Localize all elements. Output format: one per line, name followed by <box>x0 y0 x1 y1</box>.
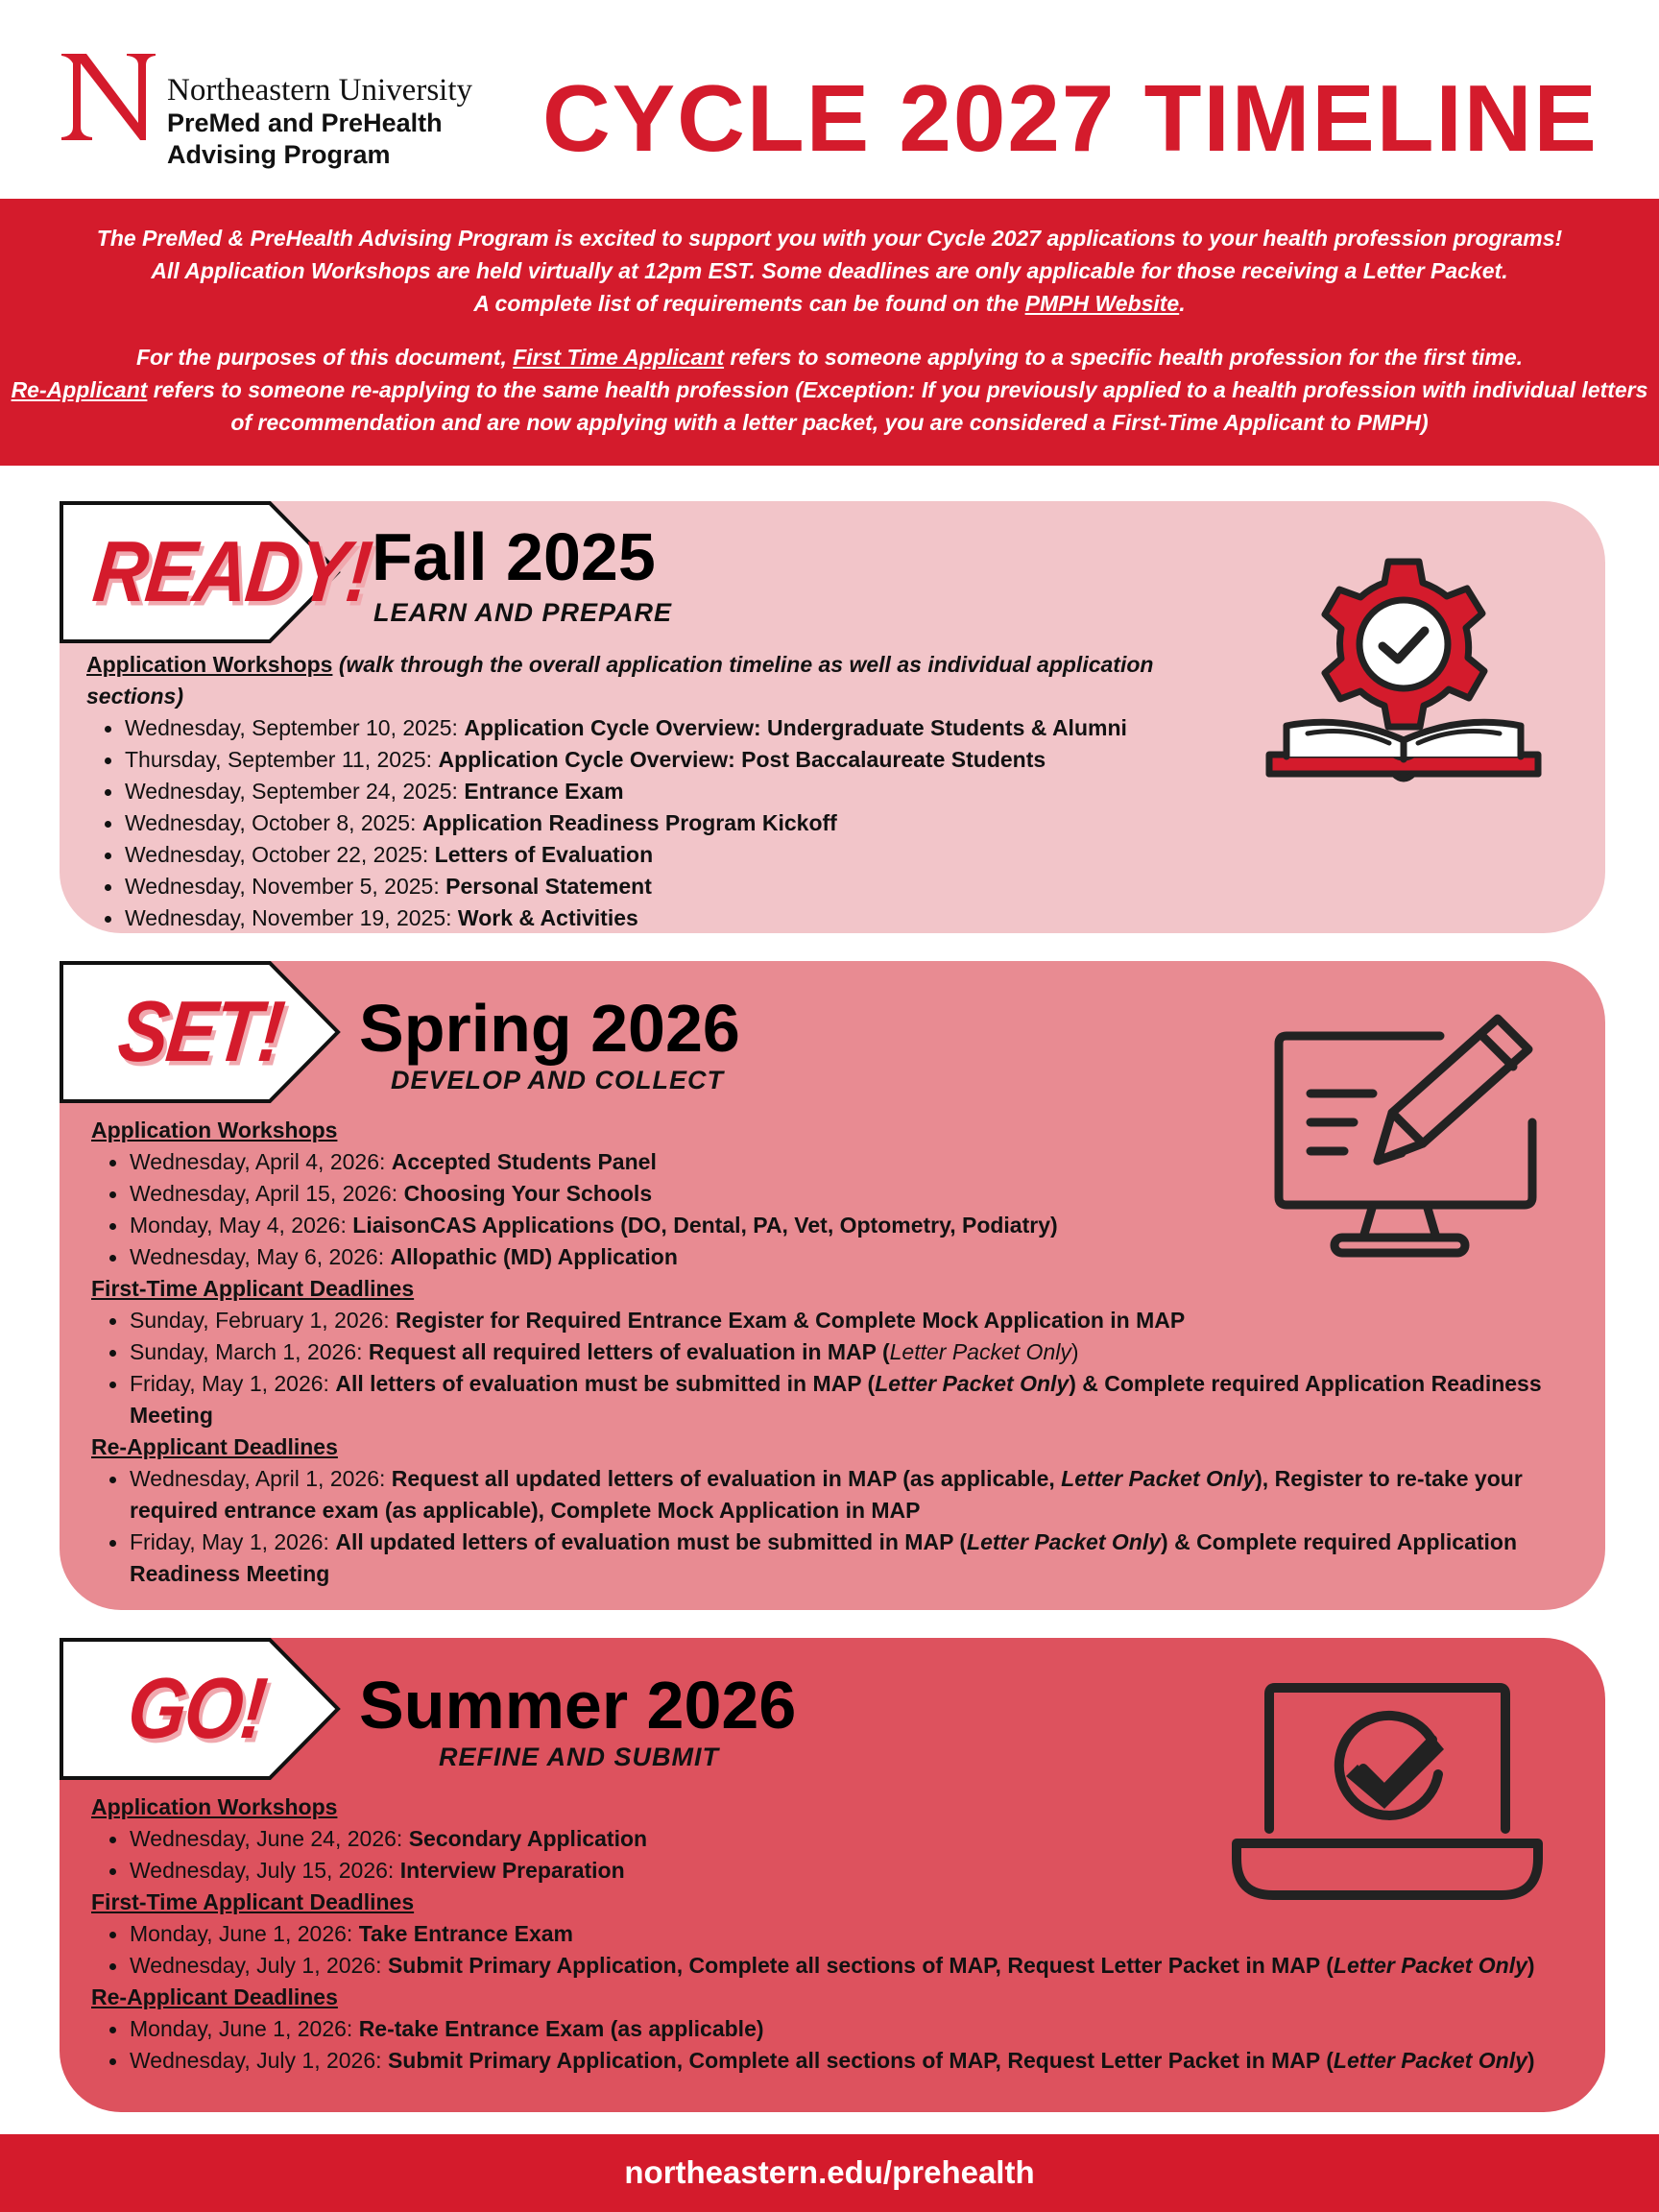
item-date: Monday, May 4, 2026: <box>130 1213 353 1238</box>
item-date: Wednesday, November 5, 2025: <box>125 874 446 899</box>
summer-panel <box>60 1638 1605 2112</box>
item-date: Wednesday, November 19, 2025: <box>125 905 458 930</box>
item-date: Monday, June 1, 2026: <box>130 1921 359 1946</box>
item-title: Re-take Entrance Exam (as applicable) <box>358 2016 764 2041</box>
summer-workshop-list <box>91 1823 1570 1887</box>
spring-content <box>91 1115 1551 1590</box>
list-item <box>91 1950 1570 1982</box>
page-title: CYCLE 2027 TIMELINE <box>542 65 1599 171</box>
item-date: Wednesday, July 1, 2026: <box>130 1953 388 1978</box>
ready-tag-text: READY! <box>88 522 375 620</box>
item-date: Wednesday, September 10, 2025: <box>125 715 465 740</box>
item-title: Secondary Application <box>408 1826 648 1851</box>
intro-line-4-suffix: refers to someone applying to a specific health profession for the first time. <box>724 345 1524 370</box>
item-title: Take Entrance Exam <box>358 1921 573 1946</box>
spring-first-time-list <box>91 1305 1551 1431</box>
item-date: Friday, May 1, 2026: <box>130 1529 336 1554</box>
intro-line-6: of recommendation and are now applying with a letter packet, you are considered a First-Time Applicant to PMPH) <box>230 410 1429 435</box>
item-title: All updated letters of evaluation must be submitted in MAP ( <box>335 1529 968 1554</box>
intro-line-3-suffix: . <box>1179 291 1186 316</box>
item-title: Interview Preparation <box>399 1858 625 1883</box>
item-title: LiaisonCAS Applications (DO, Dental, PA, Vet, Optometry, Podiatry) <box>352 1213 1058 1238</box>
list-item <box>91 2045 1570 2077</box>
footer-website-link[interactable]: northeastern.edu/prehealth <box>624 2154 1035 2190</box>
re-applicant-term: Re-Applicant <box>11 377 148 402</box>
fall-panel <box>60 501 1605 933</box>
list-item <box>86 712 1238 744</box>
spring-season-title: Spring 2026 <box>359 991 740 1066</box>
item-note: Letter Packet Only <box>1333 2048 1527 2073</box>
item-title: Submit Primary Application, Complete all sections of MAP, Request Letter Packet in MAP ( <box>387 1953 1334 1978</box>
item-date: Wednesday, October 22, 2025: <box>125 842 435 867</box>
fall-workshops-heading: Application Workshops <box>86 652 333 677</box>
intro-line-4-prefix: For the purposes of this document, <box>135 345 514 370</box>
list-item <box>91 1823 1570 1855</box>
intro-line-5 <box>0 373 1659 406</box>
program-line-2: Advising Program <box>167 140 391 169</box>
item-suffix: ) & Complete required Application Readiness Meeting <box>130 1371 1542 1428</box>
spring-panel <box>60 961 1605 1610</box>
item-title: Application Readiness Program Kickoff <box>421 810 837 835</box>
summer-workshops-heading: Application Workshops <box>91 1794 338 1819</box>
intro-banner <box>0 199 1659 466</box>
list-item <box>91 1241 1551 1273</box>
item-suffix: ) <box>1070 1339 1079 1364</box>
item-date: Monday, June 1, 2026: <box>130 2016 359 2041</box>
summer-subtitle: REFINE AND SUBMIT <box>439 1743 719 1771</box>
item-date: Wednesday, July 15, 2026: <box>130 1858 400 1883</box>
item-suffix: ) <box>1527 2048 1535 2073</box>
fall-subtitle: LEARN AND PREPARE <box>373 598 673 627</box>
item-title: Submit Primary Application, Complete all sections of MAP, Request Letter Packet in MAP ( <box>387 2048 1334 2073</box>
item-date: Wednesday, April 4, 2026: <box>130 1149 392 1174</box>
item-title: Request all updated letters of evaluation in MAP (as applicable, <box>391 1466 1062 1491</box>
item-title: All letters of evaluation must be submitted in MAP ( <box>335 1371 876 1396</box>
footer <box>0 2134 1659 2212</box>
item-note: Letter Packet Only <box>967 1529 1162 1554</box>
intro-line-4 <box>0 341 1659 373</box>
summer-first-time-list <box>91 1918 1570 1982</box>
spring-subtitle: DEVELOP AND COLLECT <box>391 1066 725 1094</box>
item-note: Letter Packet Only <box>1061 1466 1256 1491</box>
item-suffix: ) & Complete required Application Readiness Meeting <box>130 1529 1518 1586</box>
intro-paragraph-1 <box>0 222 1659 320</box>
summer-content <box>91 1791 1570 2077</box>
intro-paragraph-2 <box>0 341 1659 439</box>
item-title: Work & Activities <box>457 905 638 930</box>
list-item <box>86 902 1238 934</box>
fall-workshops-heading-line <box>86 649 1238 712</box>
summer-first-time-heading: First-Time Applicant Deadlines <box>91 1889 415 1914</box>
intro-line-3-prefix: A complete list of requirements can be found on the <box>473 291 1025 316</box>
gear-check-book-icon <box>1260 543 1548 812</box>
list-item <box>91 1305 1551 1336</box>
item-date: Wednesday, September 24, 2025: <box>125 779 465 804</box>
item-note: Letter Packet Only <box>875 1371 1070 1396</box>
item-title: Choosing Your Schools <box>403 1181 653 1206</box>
item-date: Wednesday, October 8, 2025: <box>125 810 422 835</box>
item-title: Entrance Exam <box>464 779 624 804</box>
item-date: Sunday, February 1, 2026: <box>130 1308 397 1333</box>
item-date: Wednesday, May 6, 2026: <box>130 1244 391 1269</box>
list-item <box>91 2013 1570 2045</box>
program-line-1: PreMed and PreHealth <box>167 108 443 137</box>
intro-line-1: The PreMed & PreHealth Advising Program is excited to support you with your Cycle 2027 applications to your health profession programs! <box>96 226 1563 251</box>
item-title: Application Cycle Overview: Undergraduate Students & Alumni <box>464 715 1127 740</box>
list-item <box>86 807 1238 839</box>
fall-workshop-list <box>86 712 1238 934</box>
item-date: Sunday, March 1, 2026: <box>130 1339 369 1364</box>
fall-season-title: Fall 2025 <box>372 519 656 594</box>
item-note: Letter Packet Only <box>889 1339 1071 1364</box>
item-title: Application Cycle Overview: Post Baccalaureate Students <box>438 747 1046 772</box>
header <box>0 0 1659 199</box>
item-suffix: ), Register to re-take your required entrance exam (as applicable), Complete Mock Application in MAP <box>130 1466 1523 1523</box>
spring-workshop-list <box>91 1146 1551 1273</box>
spring-reapp-heading: Re-Applicant Deadlines <box>91 1434 338 1459</box>
program-name <box>167 108 443 171</box>
list-item <box>91 1178 1551 1210</box>
fall-workshops-note: (walk through the overall application timeline as well as individual application sections) <box>86 652 1154 709</box>
intro-line-5-suffix: refers to someone re-applying to the same health profession (Exception: If you previously applied to a health profession with individual letters <box>147 377 1648 402</box>
item-title: Allopathic (MD) Application <box>390 1244 678 1269</box>
go-tag-text: GO! <box>123 1659 270 1757</box>
item-date: Thursday, September 11, 2025: <box>125 747 439 772</box>
intro-line-2: All Application Workshops are held virtually at 12pm EST. Some deadlines are only applicable for those receiving a Letter Packet. <box>151 258 1508 283</box>
item-title: Personal Statement <box>445 874 652 899</box>
item-title: Accepted Students Panel <box>391 1149 657 1174</box>
list-item <box>86 839 1238 871</box>
item-title: Request all required letters of evaluation in MAP ( <box>368 1339 890 1364</box>
list-item <box>91 1463 1551 1527</box>
pmph-website-link[interactable]: PMPH Website <box>1024 291 1180 316</box>
northeastern-logo[interactable] <box>60 48 482 173</box>
spring-reapp-list <box>91 1463 1551 1590</box>
northeastern-n-icon <box>60 48 165 144</box>
intro-line-3 <box>0 287 1659 320</box>
item-note: Letter Packet Only <box>1333 1953 1527 1978</box>
item-date: Friday, May 1, 2026: <box>130 1371 336 1396</box>
summer-reapp-heading: Re-Applicant Deadlines <box>91 1984 338 2009</box>
list-item <box>91 1527 1551 1590</box>
item-suffix: ) <box>1527 1953 1535 1978</box>
list-item <box>91 1855 1570 1887</box>
university-name: Northeastern University <box>167 73 472 108</box>
list-item <box>91 1210 1551 1241</box>
first-time-applicant-term: First Time Applicant <box>513 345 725 370</box>
item-date: Wednesday, July 1, 2026: <box>130 2048 388 2073</box>
spring-first-time-heading: First-Time Applicant Deadlines <box>91 1276 415 1301</box>
summer-reapp-list <box>91 2013 1570 2077</box>
spring-workshops-heading: Application Workshops <box>91 1118 338 1142</box>
item-date: Wednesday, April 1, 2026: <box>130 1466 392 1491</box>
list-item <box>86 744 1238 776</box>
list-item <box>91 1368 1551 1431</box>
list-item <box>91 1918 1570 1950</box>
item-title: Letters of Evaluation <box>434 842 654 867</box>
list-item <box>86 871 1238 902</box>
fall-content <box>86 649 1238 934</box>
item-date: Wednesday, June 24, 2026: <box>130 1826 409 1851</box>
list-item <box>91 1336 1551 1368</box>
set-tag-text: SET! <box>113 982 287 1080</box>
item-title: Register for Required Entrance Exam & Complete Mock Application in MAP <box>396 1308 1186 1333</box>
item-date: Wednesday, April 15, 2026: <box>130 1181 404 1206</box>
list-item <box>91 1146 1551 1178</box>
summer-season-title: Summer 2026 <box>359 1668 797 1743</box>
list-item <box>86 776 1238 807</box>
